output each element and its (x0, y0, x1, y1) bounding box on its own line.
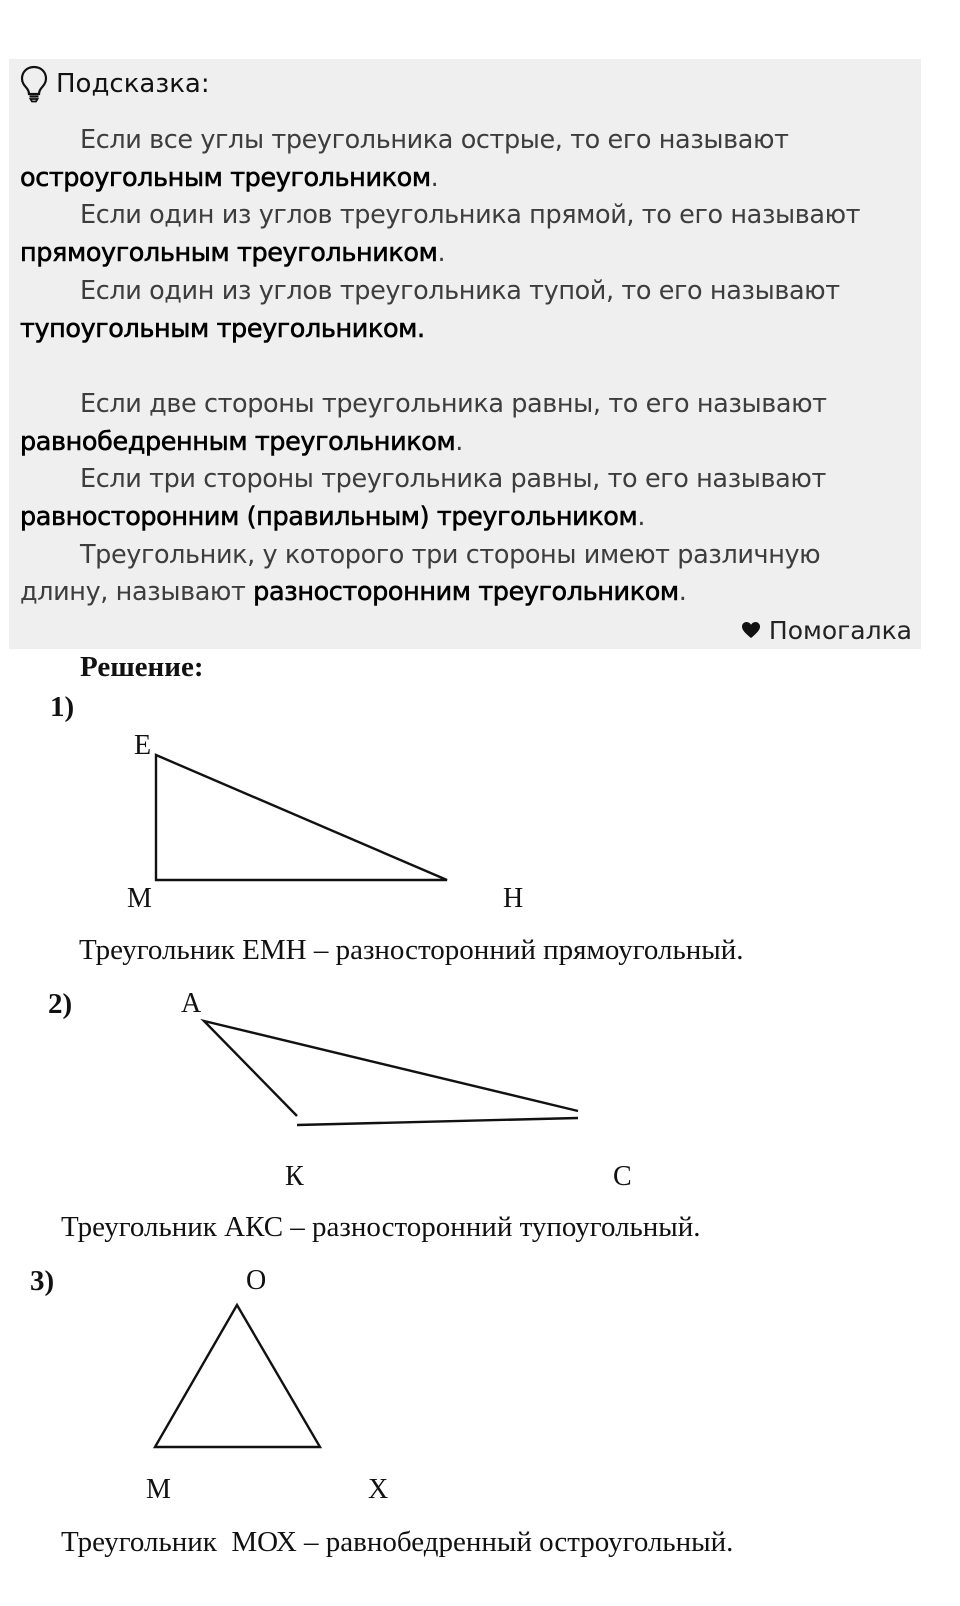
hint-text-span: Если один из углов треугольника прямой, то его называют (80, 200, 861, 231)
hint-text-span: Если все углы треугольника острые, то его называют (80, 125, 789, 155)
vertex-label: E (134, 730, 152, 761)
item-number: 2) (48, 988, 73, 1020)
hint-text-span: . (437, 238, 446, 269)
vertex-label: С (613, 1161, 632, 1192)
triangle-emh (156, 755, 447, 880)
term-right-triangle: прямоугольным треугольником (20, 238, 438, 269)
triangle-akc-side-kc (297, 1118, 578, 1125)
vertex-label: А (181, 988, 202, 1019)
item-caption: Треугольник АКС – разносторонний тупоугольный. (61, 1211, 701, 1243)
triangle-mox (155, 1305, 320, 1447)
hint-text-span: Треугольник, у которого три стороны имеют различную длину, называют (20, 539, 821, 608)
hint-text-span: . (637, 502, 646, 533)
hint-text-span: Если две стороны треугольника равны, то его называют (80, 388, 827, 419)
hint-text-span: . (430, 162, 439, 193)
solution-heading: Решение: (80, 651, 204, 683)
hint-text-span: Если три стороны треугольника равны, то его называют (80, 464, 826, 495)
term-isosceles-triangle: равнобедренным треугольником (20, 426, 456, 457)
term-acute-triangle: остроугольным треугольником (20, 162, 431, 193)
hint-text-span: Если один из углов треугольника тупой, то его называют (80, 275, 840, 306)
vertex-label: К (285, 1161, 304, 1192)
vertex-label: M (127, 883, 152, 914)
item-caption: Треугольник ЕМН – разносторонний прямоугольный. (79, 934, 744, 966)
brand-label: Помогалка (768, 615, 912, 645)
term-scalene-triangle: разносторонним треугольником (253, 577, 679, 608)
vertex-label: Х (368, 1474, 389, 1505)
triangle-akc (204, 1021, 578, 1116)
hint-title: Подсказка: (56, 69, 210, 99)
vertex-label: М (146, 1474, 171, 1505)
item-number: 1) (50, 691, 75, 723)
term-obtuse-triangle: тупоугольным треугольником. (20, 313, 425, 344)
vertex-label: Н (503, 883, 524, 914)
vertex-label: О (246, 1265, 267, 1296)
hint-text-span: . (678, 577, 687, 608)
item-number: 3) (30, 1265, 55, 1297)
item-caption: Треугольник МОХ – равнобедренный остроугольный. (61, 1526, 734, 1558)
hint-text-span: . (455, 426, 464, 457)
term-equilateral-triangle: равносторонним (правильным) треугольником (20, 502, 638, 533)
